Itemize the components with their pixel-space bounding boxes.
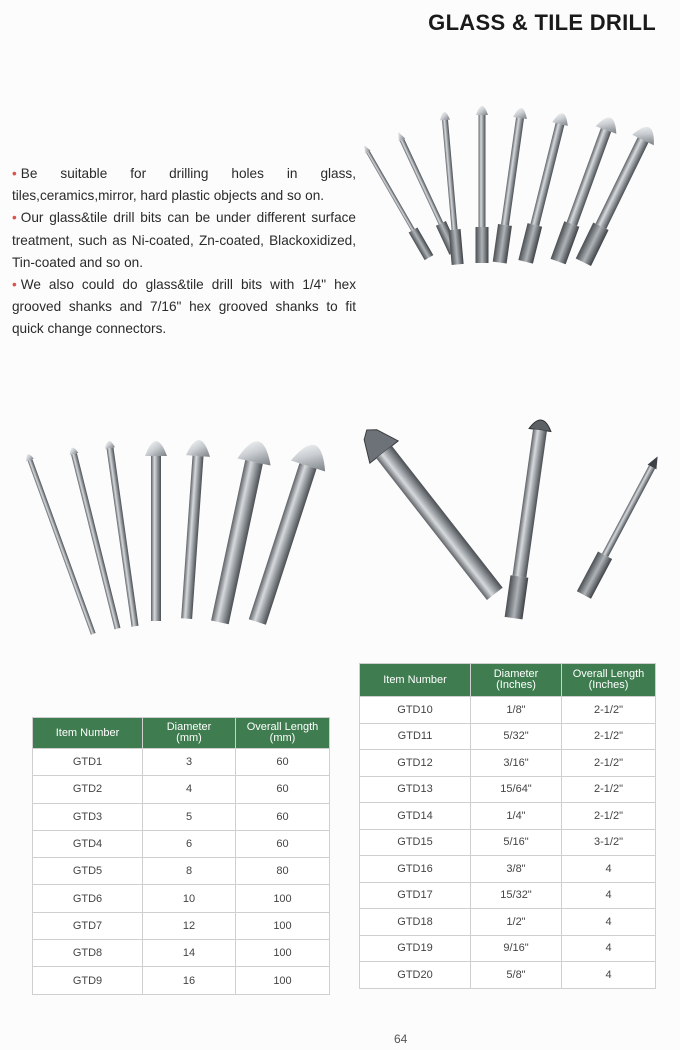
table-row: GTD12 3/16" 2-1/2" [360,750,656,777]
metric-spec-table [32,717,330,995]
table-header-row [33,718,330,749]
closeup-bits-photo [362,412,672,637]
intro-text [12,163,356,341]
table-row: GTD4 6 60 [33,830,330,857]
bullet: • [12,277,17,293]
table-row: GTD18 1/2" 4 [360,909,656,936]
intro-paragraph: • Be suitable for drilling holes in glass, tiles,ceramics,mirror, hard plastic objects and so on. [12,166,356,204]
table-row: GTD11 5/32" 2-1/2" [360,723,656,750]
table-row: GTD3 5 60 [33,803,330,830]
table-row: GTD2 4 60 [33,776,330,803]
table-row: GTD10 1/8" 2-1/2" [360,697,656,724]
bullet: • [12,210,17,226]
table-row: GTD1 3 60 [33,749,330,776]
table-row: GTD15 5/16" 3-1/2" [360,829,656,856]
table-row: GTD7 12 100 [33,912,330,939]
table-row: GTD14 1/4" 2-1/2" [360,803,656,830]
table-row: GTD13 15/64" 2-1/2" [360,776,656,803]
intro-paragraph: • We also could do glass&tile drill bits with 1/4" hex grooved shanks and 7/16" hex grooved shanks to fit quick change connectors. [12,277,356,337]
table-row: GTD8 14 100 [33,940,330,967]
page-number: 64 [394,1032,408,1046]
column-header: Overall Length (Inches) [562,664,656,697]
table-row: GTD16 3/8" 4 [360,856,656,883]
straight-shank-bits-photo [18,420,338,645]
table-row: GTD9 16 100 [33,967,330,994]
column-header: Overall Length (mm) [236,718,330,749]
table-row: GTD20 5/8" 4 [360,962,656,989]
table-row: GTD6 10 100 [33,885,330,912]
column-header: Diameter (mm) [143,718,236,749]
column-header: Item Number [360,664,471,697]
column-header: Item Number [33,718,143,749]
table-body [33,749,330,995]
hex-shank-bits-photo [360,100,670,300]
table-header-row [360,664,656,697]
table-row: GTD17 15/32" 4 [360,882,656,909]
page-title: GLASS & TILE DRILL [428,10,656,35]
imperial-spec-table [359,663,656,989]
table-row: GTD5 8 80 [33,858,330,885]
bullet: • [12,166,17,181]
intro-paragraph: • Our glass&tile drill bits can be under different surface treatment, such as Ni-coated, Zn-coated, Blackoxidized, Tin-coated and so on. [12,210,356,270]
table-row: GTD19 9/16" 4 [360,935,656,962]
table-body [360,697,656,989]
column-header: Diameter (Inches) [471,664,562,697]
